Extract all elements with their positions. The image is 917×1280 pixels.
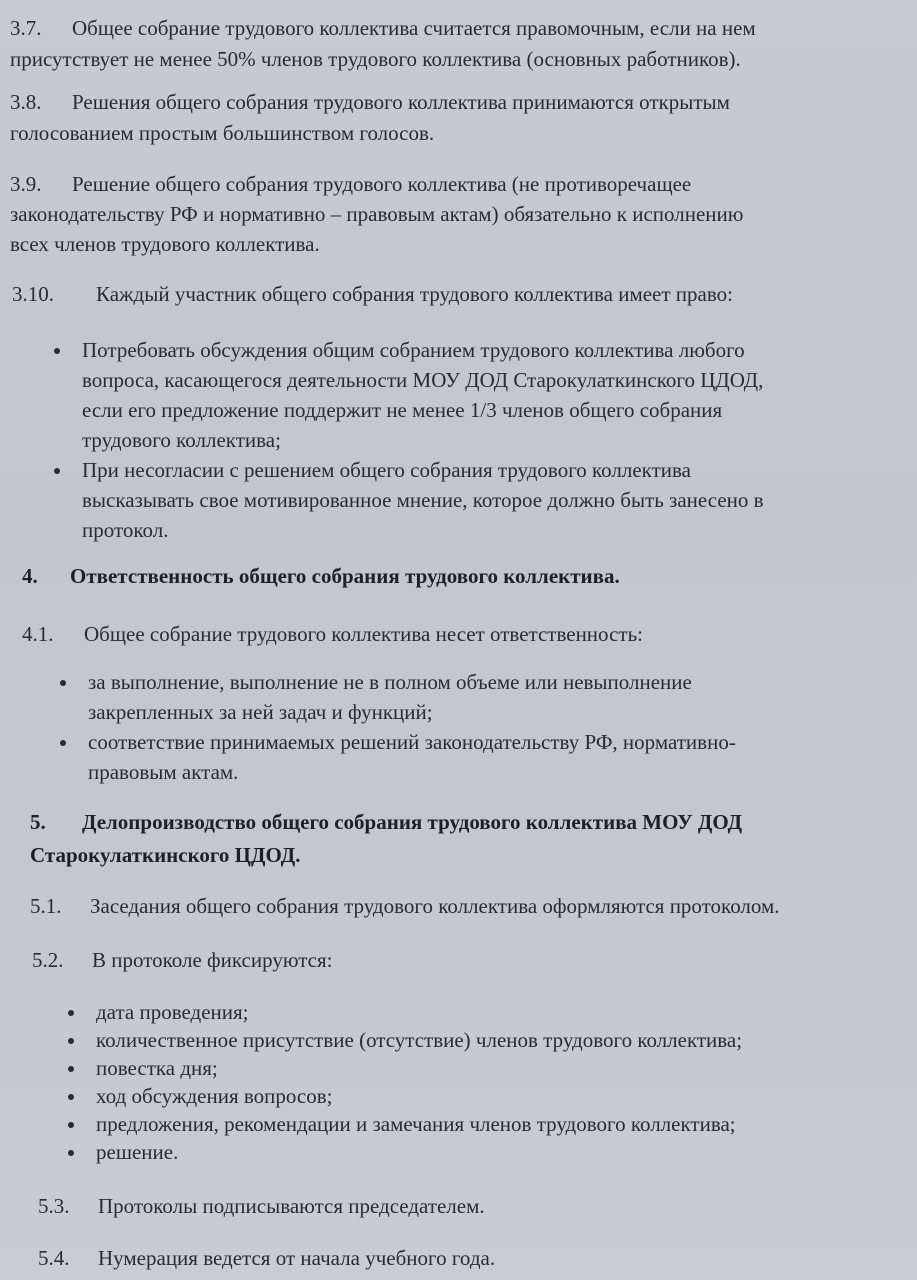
paragraph-text: Каждый участник общего собрания трудового коллектива имеет право: (96, 282, 733, 306)
paragraph-number: 3.9. (10, 172, 42, 196)
paragraph-number: 5.3. (38, 1194, 70, 1218)
list-item-line: Потребовать обсуждения общим собранием трудового коллектива любого (82, 338, 745, 362)
list-item-line: протокол. (82, 518, 169, 542)
bullet-icon (60, 740, 66, 746)
paragraph-5-1 (30, 892, 780, 920)
paragraph-line (10, 14, 756, 42)
bullet-list-3-10 (82, 336, 764, 544)
paragraph-number: 3.10. (12, 282, 54, 306)
heading-number: 4. (22, 564, 38, 588)
paragraph-line (10, 88, 730, 116)
paragraph-number: 5.1. (30, 894, 62, 918)
bullet-icon (68, 1122, 74, 1128)
bullet-icon (54, 348, 60, 354)
paragraph-text: Решение общего собрания трудового коллектива (не противоречащее (72, 172, 692, 196)
paragraph-3-9 (10, 170, 743, 258)
paragraph-line: голосованием простым большинством голосов. (10, 121, 435, 145)
list-item-line: вопроса, касающегося деятельности МОУ ДОД Старокулаткинского ЦДОД, (82, 368, 764, 392)
paragraph-number: 5.4. (38, 1246, 70, 1270)
paragraph-text: Заседания общего собрания трудового коллектива оформляются протоколом. (90, 894, 780, 918)
paragraph-3-10 (12, 280, 733, 308)
list-item (82, 336, 764, 454)
heading-title: Ответственность общего собрания трудового коллектива. (70, 564, 620, 588)
list-item-line: При несогласии с решением общего собрания трудового коллектива (82, 458, 691, 482)
list-item (96, 1110, 742, 1138)
bullet-icon (68, 1010, 74, 1016)
list-item-text: количественное присутствие (отсутствие) членов трудового коллектива; (96, 1028, 743, 1052)
list-item-text: повестка дня; (96, 1056, 218, 1080)
bullet-icon (68, 1066, 74, 1072)
paragraph-5-3 (38, 1192, 485, 1220)
bullet-icon (68, 1038, 74, 1044)
paragraph-line: всех членов трудового коллектива. (10, 232, 320, 256)
list-item-line: высказывать свое мотивированное мнение, которое должно быть занесено в (82, 488, 764, 512)
paragraph-number: 3.8. (10, 90, 42, 114)
list-item-line: трудового коллектива; (82, 428, 281, 452)
paragraph-5-2 (32, 946, 333, 974)
bullet-icon (68, 1150, 74, 1156)
section-heading-5 (30, 808, 742, 869)
bullet-list-5-2 (96, 998, 742, 1166)
paragraph-line: присутствует не менее 50% членов трудового коллектива (основных работников). (10, 47, 741, 71)
heading-number: 5. (30, 810, 46, 834)
paragraph-line (10, 170, 743, 198)
list-item-line: за выполнение, выполнение не в полном объеме или невыполнение (88, 670, 692, 694)
heading-title: Делопроизводство общего собрания трудового коллектива МОУ ДОД (82, 810, 743, 834)
paragraph-line: законодательству РФ и нормативно – правовым актам) обязательно к исполнению (10, 202, 744, 226)
bullet-icon (54, 468, 60, 474)
list-item (96, 1138, 742, 1166)
paragraph-text: Общее собрание трудового коллектива несет ответственность: (84, 622, 643, 646)
paragraph-text: Общее собрание трудового коллектива считается правомочным, если на нем (72, 16, 756, 40)
paragraph-3-8 (10, 88, 730, 147)
list-item (88, 728, 736, 786)
paragraph-number: 3.7. (10, 16, 42, 40)
list-item (96, 1082, 742, 1110)
paragraph-5-4 (38, 1244, 495, 1272)
list-item-line: закрепленных за ней задач и функций; (88, 700, 433, 724)
list-item (96, 1054, 742, 1082)
bullet-list-4-1 (88, 668, 736, 786)
paragraph-text: Протоколы подписываются председателем. (98, 1194, 485, 1218)
list-item-text: предложения, рекомендации и замечания членов трудового коллектива; (96, 1112, 736, 1136)
list-item (96, 998, 742, 1026)
bullet-icon (60, 680, 66, 686)
paragraph-text: В протоколе фиксируются: (92, 948, 333, 972)
list-item (96, 1026, 742, 1054)
list-item (88, 668, 736, 726)
list-item-line: соответствие принимаемых решений законодательству РФ, нормативно- (88, 730, 736, 754)
paragraph-3-7 (10, 14, 756, 73)
list-item-text: ход обсуждения вопросов; (96, 1084, 333, 1108)
paragraph-number: 4.1. (22, 622, 54, 646)
list-item-line: правовым актам. (88, 760, 239, 784)
list-item-text: дата проведения; (96, 1000, 249, 1024)
paragraph-text: Нумерация ведется от начала учебного года. (98, 1246, 496, 1270)
list-item (82, 456, 764, 544)
list-item-line: если его предложение поддержит не менее 1/3 членов общего собрания (82, 398, 723, 422)
bullet-icon (68, 1094, 74, 1100)
section-heading-4 (22, 562, 620, 590)
paragraph-4-1 (22, 620, 643, 648)
list-item-text: решение. (96, 1140, 179, 1164)
paragraph-number: 5.2. (32, 948, 64, 972)
heading-line: Старокулаткинского ЦДОД. (30, 843, 301, 867)
heading-line (30, 808, 742, 836)
paragraph-text: Решения общего собрания трудового коллектива принимаются открытым (72, 90, 730, 114)
